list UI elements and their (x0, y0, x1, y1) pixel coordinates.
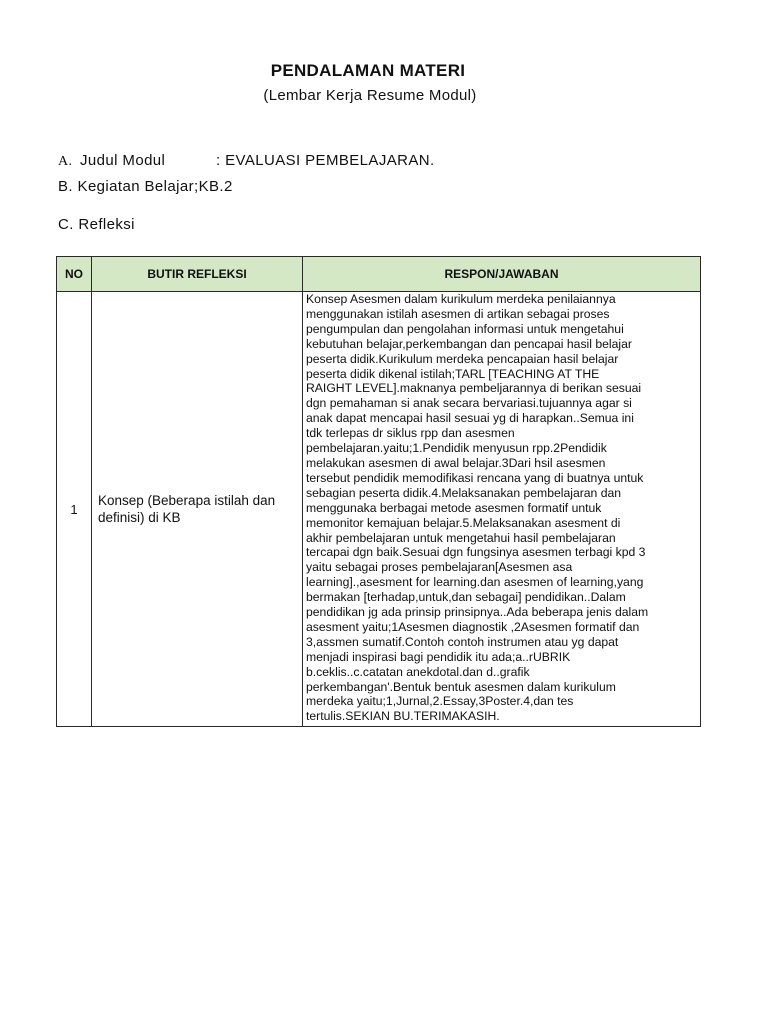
learning-activity-line: B. Kegiatan Belajar;KB.2 (58, 178, 233, 195)
response-text-line: merdeka yaitu;1,Jurnal,2.Essay,3Poster.4,dan tes (306, 694, 574, 709)
response-text-line: 3,assmen sumatif.Contoh contoh instrumen atau yg dapat (306, 634, 619, 649)
response-text-line: tdk terlepas dr siklus rpp dan asesmen (306, 426, 515, 441)
response-text-line: akhir pembelajaran untuk mengetahui hasil pembelajaran (306, 530, 616, 545)
table-row (57, 292, 701, 727)
response-text-line: learning].,asesment for learning.dan asesmen of learning,yang (306, 575, 644, 590)
response-text-line: pembelajaran.yaitu;1.Pendidik menyusun rpp.2Pendidik (306, 441, 607, 456)
reflection-table (56, 256, 701, 727)
header-no: NO (57, 257, 92, 292)
response-text-line: pendidikan jg ada prinsip prinsipnya..Ada beberapa jenis dalam (306, 605, 649, 620)
response-text-line: b.ceklis..c.catatan anekdotal.dan d..grafik (306, 664, 530, 679)
module-title-value: : EVALUASI PEMBELAJARAN. (216, 152, 435, 169)
row-butir-refleksi: Konsep (Beberapa istilah dan definisi) di KB (92, 292, 303, 727)
response-text-line: sebagian peserta didik.4.Melaksanakan pembelajaran dan (306, 485, 622, 500)
row-respon-jawaban (303, 292, 701, 727)
response-text-line: Konsep Asesmen dalam kurikulum merdeka penilaiannya (306, 292, 616, 306)
response-text-line: menggunaka berbagai metode asesmen formatif untuk (306, 500, 602, 515)
document-title: PENDALAMAN MATERI (270, 61, 466, 80)
response-text-line: memonitor kemajuan belajar.5.Melaksanakan asesment di (306, 515, 621, 530)
response-text-line: tertulis.SEKIAN BU.TERIMAKASIH. (306, 709, 500, 724)
reflection-heading: C. Refleksi (58, 216, 135, 233)
row-number: 1 (57, 292, 92, 727)
header-respon-jawaban: RESPON/JAWABAN (303, 257, 701, 292)
response-text-line: peserta didik.Kurikulum merdeka pencapaian hasil belajar (306, 351, 619, 366)
table-header-row (57, 257, 701, 292)
response-text-line: tercapai dgn baik.Sesuai dgn fungsinya asesmen terbagi kpd 3 (306, 545, 646, 560)
document-subtitle: (Lembar Kerja Resume Modul) (263, 87, 477, 104)
response-text-line: tersebut pendidik memodifikasi rencana yang di buatnya untuk (306, 470, 644, 485)
response-text-line: anak dapat mencapai hasil sesuai yg di harapkan..Semua ini (306, 411, 634, 426)
response-text-line: pengumpulan dan pengolahan informasi untuk mengetahui (306, 321, 624, 336)
response-text-line: peserta didik dikenal istilah;TARL [TEACHING AT THE (306, 366, 600, 381)
response-text-line: kebutuhan belajar,perkembangan dan pencapai hasil belajar (306, 336, 632, 351)
module-title-letter: A. (58, 154, 73, 169)
response-text-line: asesment yaitu;1Asesmen diagnostik ,2Asesmen formatif dan (306, 619, 640, 634)
response-text-line: perkembangan'.Bentuk bentuk asesmen dalam kurikulum (306, 679, 616, 694)
response-text-line: bermakan [terhadap,untuk,dan sebagai] pendidikan..Dalam (306, 590, 626, 605)
module-title-line (58, 152, 435, 170)
response-text-line: menjadi inspirasi bagi pendidik itu ada;a..rUBRIK (306, 649, 571, 664)
module-title-label: Judul Modul (80, 152, 166, 169)
header-butir-refleksi: BUTIR REFLEKSI (92, 257, 303, 292)
response-text-line: menggunakan istilah asesmen di artikan sebagai proses (306, 306, 610, 321)
response-text-line: dgn pemahaman si anak secara bervariasi.tujuannya agar si (306, 396, 632, 411)
response-text-line: melakukan asesmen di awal belajar.3Dari hsil asesmen (306, 455, 606, 470)
response-text-line: yaitu sebagai proses pembelajaran[Asesmen asa (306, 560, 573, 575)
response-text-line: RAIGHT LEVEL].maknanya pembeljarannya di berikan sesuai (306, 381, 642, 396)
